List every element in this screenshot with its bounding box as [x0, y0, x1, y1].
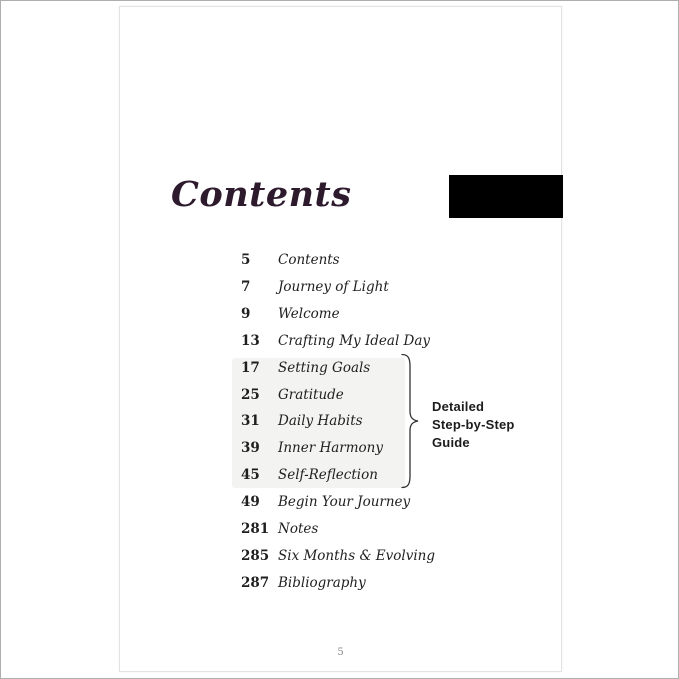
- toc-page-number: 13: [241, 332, 260, 349]
- annotation-guide-note: [432, 398, 515, 452]
- toc-page-number: 7: [241, 279, 251, 296]
- toc-entry-label: Welcome: [278, 306, 340, 323]
- toc-entry-label: Contents: [278, 252, 340, 269]
- toc-page-number: 281: [241, 520, 270, 537]
- toc-page-number: 45: [241, 467, 260, 484]
- toc-row: [241, 247, 511, 274]
- toc-page-number: 31: [241, 413, 260, 430]
- toc-page-number: 9: [241, 306, 251, 323]
- toc-entry-label: Inner Harmony: [278, 440, 383, 457]
- toc-entry-label: Gratitude: [278, 386, 344, 403]
- toc-page-number: 5: [241, 252, 251, 269]
- toc-row: [241, 328, 511, 355]
- toc-row: [241, 301, 511, 328]
- annotation-line: Step-by-Step: [432, 417, 515, 432]
- toc-row: [241, 542, 511, 569]
- toc-page-number: 39: [241, 440, 260, 457]
- book-page: [119, 6, 562, 672]
- redaction-block: [449, 175, 563, 218]
- toc-page-number: 25: [241, 386, 260, 403]
- footer-page-number: 5: [337, 647, 344, 658]
- toc-row: [241, 515, 511, 542]
- toc-entry-label: Journey of Light: [278, 279, 389, 296]
- page-title: Contents: [171, 174, 352, 215]
- right-curly-brace: [400, 353, 420, 489]
- toc-entry-label: Crafting My Ideal Day: [278, 332, 431, 349]
- toc-entry-label: Six Months & Evolving: [278, 547, 435, 564]
- toc-page-number: 49: [241, 494, 260, 511]
- annotation-line: Detailed: [432, 399, 485, 414]
- toc-page-number: 287: [241, 574, 270, 591]
- toc-row: [241, 569, 511, 596]
- toc-page-number: 285: [241, 547, 270, 564]
- toc-entry-label: Begin Your Journey: [278, 494, 411, 511]
- toc-row-highlighted: [241, 354, 511, 381]
- toc-entry-label: Daily Habits: [278, 413, 363, 430]
- toc-row: [241, 489, 511, 516]
- toc-entry-label: Setting Goals: [278, 359, 371, 376]
- annotation-line: Guide: [432, 435, 470, 450]
- toc-entry-label: Notes: [278, 520, 319, 537]
- toc-entry-label: Bibliography: [278, 574, 366, 591]
- toc-row: [241, 274, 511, 301]
- toc-entry-label: Self-Reflection: [278, 467, 378, 484]
- toc-row-highlighted: [241, 462, 511, 489]
- toc-page-number: 17: [241, 359, 260, 376]
